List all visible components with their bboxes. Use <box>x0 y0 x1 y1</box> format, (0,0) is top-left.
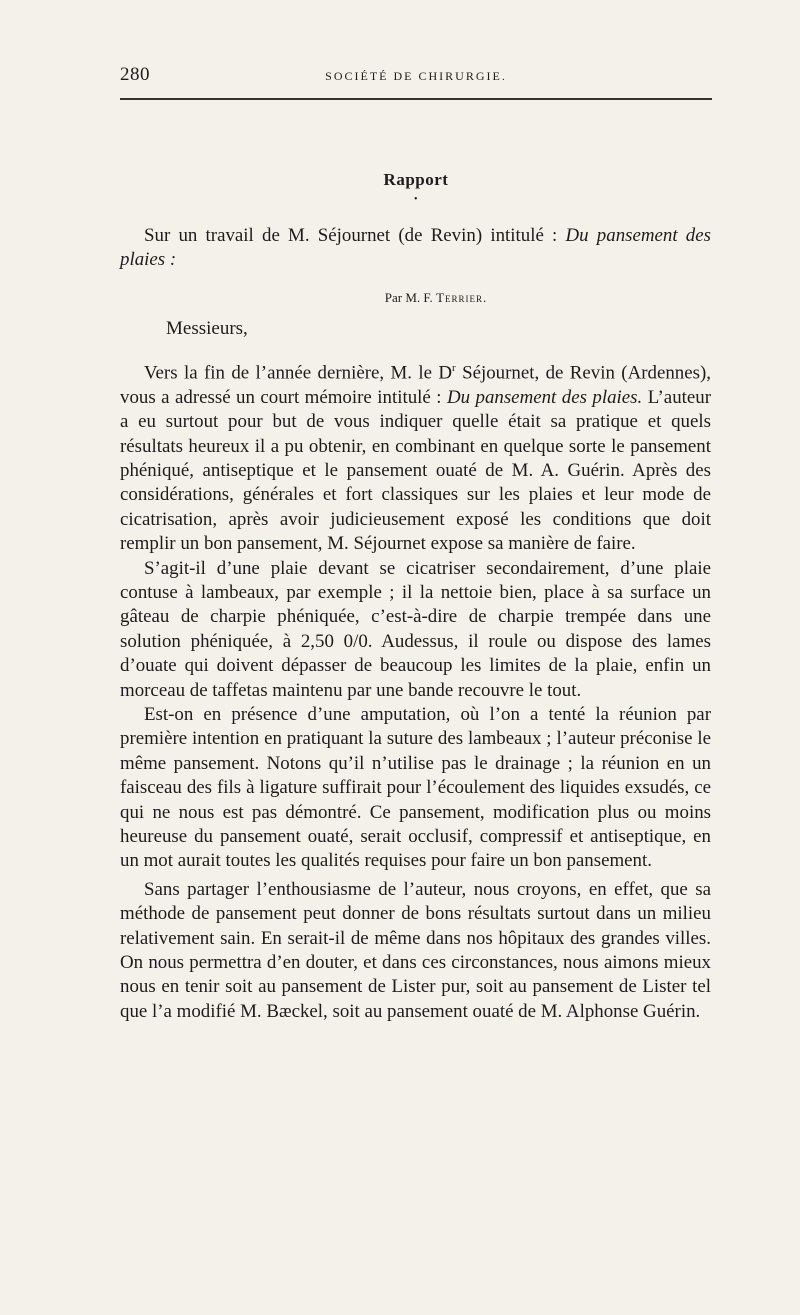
running-title: SOCIÉTÉ DE CHIRURGIE. <box>325 69 507 83</box>
ornament-dot: • <box>414 194 418 205</box>
intro-paragraph <box>120 224 711 273</box>
p1-text-c: L’auteur a eu surtout pour but de vous indiquer quelle était sa pratique et quels résultats heureux il a pu obtenir, en combinant en quelque sorte le pansement phéniqué, antiseptique et le pansement ouaté de M. A. Guérin. Après des considérations, générales et fort classiques sur les plaies et leur mode de cicatrisation, après avoir judicieusement exposé les conditions que doit remplir un bon pansement, M. Séjournet expose sa manière de faire. <box>120 386 712 555</box>
page-number: 280 <box>120 64 150 85</box>
paragraph-4: Sans partager l’enthousiasme de l’auteur, nous croyons, en effet, que sa méthode de pansement peut donner de bons résultats surtout dans un milieu relativement sain. En serait-il de même dans nos hôpitaux des grandes villes. On nous permettra d’en douter, et dans ces circonstances, nous aimons mieux nous en tenir soit au pansement de Lister pur, soit au pansement de Lister tel que l’a modifié M. Bæckel, soit au pansement ouaté de M. Alphonse Guérin. <box>120 878 711 1022</box>
author-name: Terrier. <box>436 290 488 305</box>
salutation: Messieurs, <box>166 318 248 339</box>
p1-text-b: Séjournet, de Revin (Ardennes), vous a adressé un court mémoire intitulé : <box>120 362 711 408</box>
paragraph-3: Est-on en présence d’une amputation, où l’on a tenté la réunion par première intention en pratiquant la suture des lambeaux ; l’auteur préconise le même pansement. Notons qu’il n’utilise pas le drainage ; la réunion en un faisceau des fils à ligature suffirait pour l’écoulement des liquides exsudés, ce qui ne nous est pas démontré. Ce pansement, modification plus ou moins heureuse du pansement ouaté, serait occlusif, compressif et antiseptique, en un mot aurait toutes les qualités requises pour faire un bon pansement. <box>120 703 711 872</box>
intro-text: Sur un travail de M. Séjournet (de Revin) intitulé : <box>144 225 566 246</box>
header-rule <box>120 98 712 100</box>
p1-superscript: r <box>452 362 456 374</box>
author-prefix: Par M. F. <box>384 290 437 305</box>
intro-work-title: Du pansement des plaies : <box>120 225 711 271</box>
paragraph-1 <box>120 356 711 557</box>
report-body <box>120 356 711 1024</box>
p1-text-a: Vers la fin de l’année dernière, M. le D <box>144 362 453 384</box>
running-head <box>120 64 712 92</box>
p1-work-title: Du pansement des plaies. <box>446 386 643 408</box>
paragraph-2: S’agit-il d’une plaie devant se cicatriser secondairement, d’une plaie contuse à lambeaux, par exemple ; il la nettoie bien, place à sa surface un gâteau de charpie phéniquée, c’est-à-dire de charpie trempée dans une solution phéniquée, à 2,50 0/0. Audessus, il roule ou dispose des lames d’ouate qui doivent dépasser de beaucoup les limites de la plaie, enfin un morceau de taffetas maintenu par une bande recouvre le tout. <box>120 557 711 701</box>
report-author <box>120 290 712 306</box>
section-title: Rapport <box>383 170 449 189</box>
